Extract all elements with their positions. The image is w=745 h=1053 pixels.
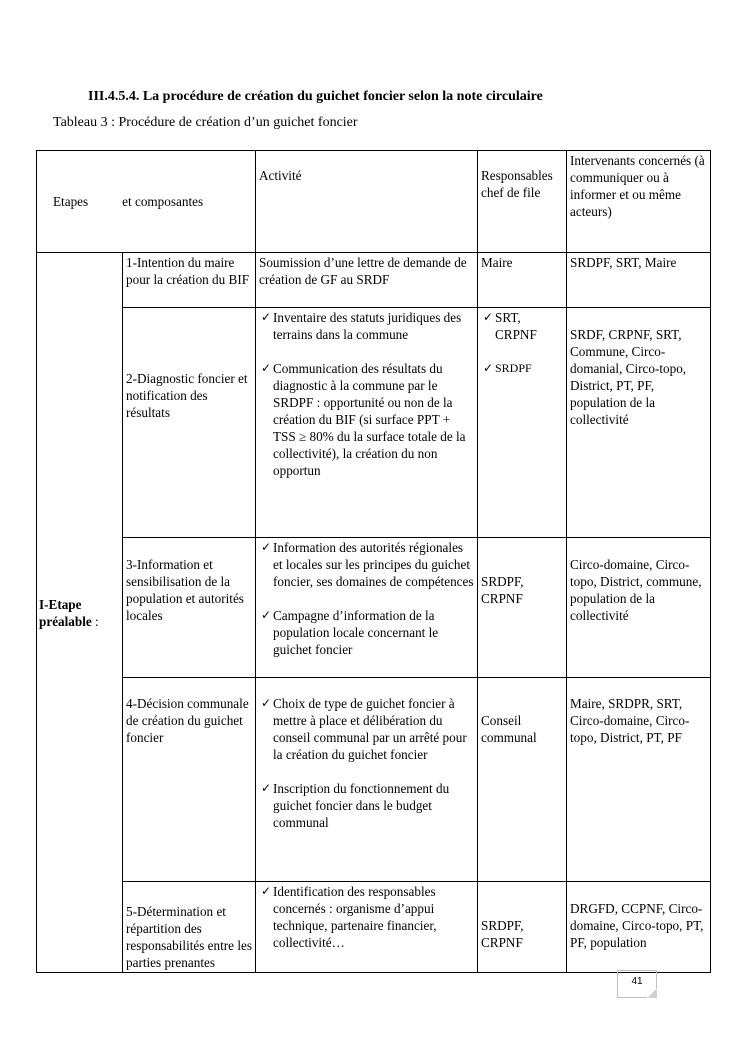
responsable-cell: Maire — [478, 253, 567, 308]
list-item: ✓ Inventaire des statuts juridiques des terrains dans la commune — [261, 310, 462, 342]
list-item: ✓ SRT, CRPNF — [483, 310, 537, 342]
responsable-cell: Conseil communal — [478, 678, 567, 882]
procedure-table — [36, 150, 711, 973]
list-item: ✓ Communication des résultats du diagnostic à la commune par le SRDPF : opportunité ou non de la création du BIF (si surface PPT + TSS ≥ 80% du la surface totale de la collectivité), la création du non opportun — [261, 361, 466, 478]
table-row — [37, 882, 711, 973]
activite-cell — [256, 678, 478, 882]
intervenants-cell: SRDF, CRPNF, SRT, Commune, Circo-domanial, Circo-topo, District, PT, PF, population de la collectivité — [567, 308, 711, 538]
composante-cell: 3-Information et sensibilisation de la population et autorités locales — [123, 538, 256, 678]
list-item: ✓ Identification des responsables concernés : organisme d’appui technique, partenaire financier, collectivité… — [261, 884, 437, 950]
table-row — [37, 253, 711, 308]
responsable-cell — [478, 308, 567, 538]
composante-cell: 5-Détermination et répartition des responsabilités entre les parties prenantes — [123, 882, 256, 973]
activite-cell — [256, 308, 478, 538]
check-mark-icon: ✓ — [261, 884, 272, 898]
section-heading: III.4.5.4. La procédure de création du guichet foncier selon la note circulaire — [88, 89, 543, 104]
list-item: ✓ Choix de type de guichet foncier à mettre à place et délibération du conseil communal par un arrêté pour la création du guichet foncier — [261, 696, 467, 762]
check-mark-icon: ✓ — [483, 310, 494, 324]
table-caption: Tableau 3 : Procédure de création d’un guichet foncier — [53, 115, 358, 130]
stage-cell: I-Etape préalable : — [37, 253, 123, 973]
composante-cell: 2-Diagnostic foncier et notification des résultats — [123, 308, 256, 538]
check-mark-icon: ✓ — [261, 540, 272, 554]
check-mark-icon: ✓ — [261, 608, 272, 622]
page-number: 41 — [617, 970, 657, 998]
check-mark-icon: ✓ — [261, 361, 272, 375]
check-mark-icon: ✓ — [261, 781, 272, 795]
activite-cell — [256, 882, 478, 973]
responsable-cell: SRDPF, CRPNF — [478, 882, 567, 973]
intervenants-cell: DRGFD, CCPNF, Circo-domaine, Circo-topo, PT, PF, population — [567, 882, 711, 973]
activite-cell: Soumission d’une lettre de demande de création de GF au SRDF — [256, 253, 478, 308]
header-activite: Activité — [256, 151, 478, 253]
list-item: ✓ Campagne d’information de la population locale concernant le guichet foncier — [261, 608, 439, 657]
header-etapes: Etapes et composantes — [37, 151, 256, 253]
check-mark-icon: ✓ — [261, 310, 272, 324]
table-row — [37, 678, 711, 882]
composante-cell: 1-Intention du maire pour la création du BIF — [123, 253, 256, 308]
list-item: ✓ Information des autorités régionales et locales sur les principes du guichet foncier, ses domaines de compétences — [261, 540, 474, 589]
check-mark-icon: ✓ — [261, 696, 272, 710]
list-item: ✓ SRDPF — [483, 361, 532, 375]
header-responsable: Responsables chef de file — [478, 151, 567, 253]
check-mark-icon: ✓ — [483, 361, 494, 375]
table-header-row — [37, 151, 711, 253]
table-row — [37, 538, 711, 678]
activite-cell — [256, 538, 478, 678]
intervenants-cell: Circo-domaine, Circo-topo, District, commune, population de la collectivité — [567, 538, 711, 678]
composante-cell: 4-Décision communale de création du guichet foncier — [123, 678, 256, 882]
list-item: ✓ Inscription du fonctionnement du guichet foncier dans le budget communal — [261, 781, 450, 830]
header-intervenants: Intervenants concernés (à communiquer ou à informer et ou même acteurs) — [567, 151, 711, 253]
intervenants-cell: Maire, SRDPR, SRT, Circo-domaine, Circo-topo, District, PT, PF — [567, 678, 711, 882]
responsable-cell: SRDPF, CRPNF — [478, 538, 567, 678]
intervenants-cell: SRDPF, SRT, Maire — [567, 253, 711, 308]
table-row — [37, 308, 711, 538]
